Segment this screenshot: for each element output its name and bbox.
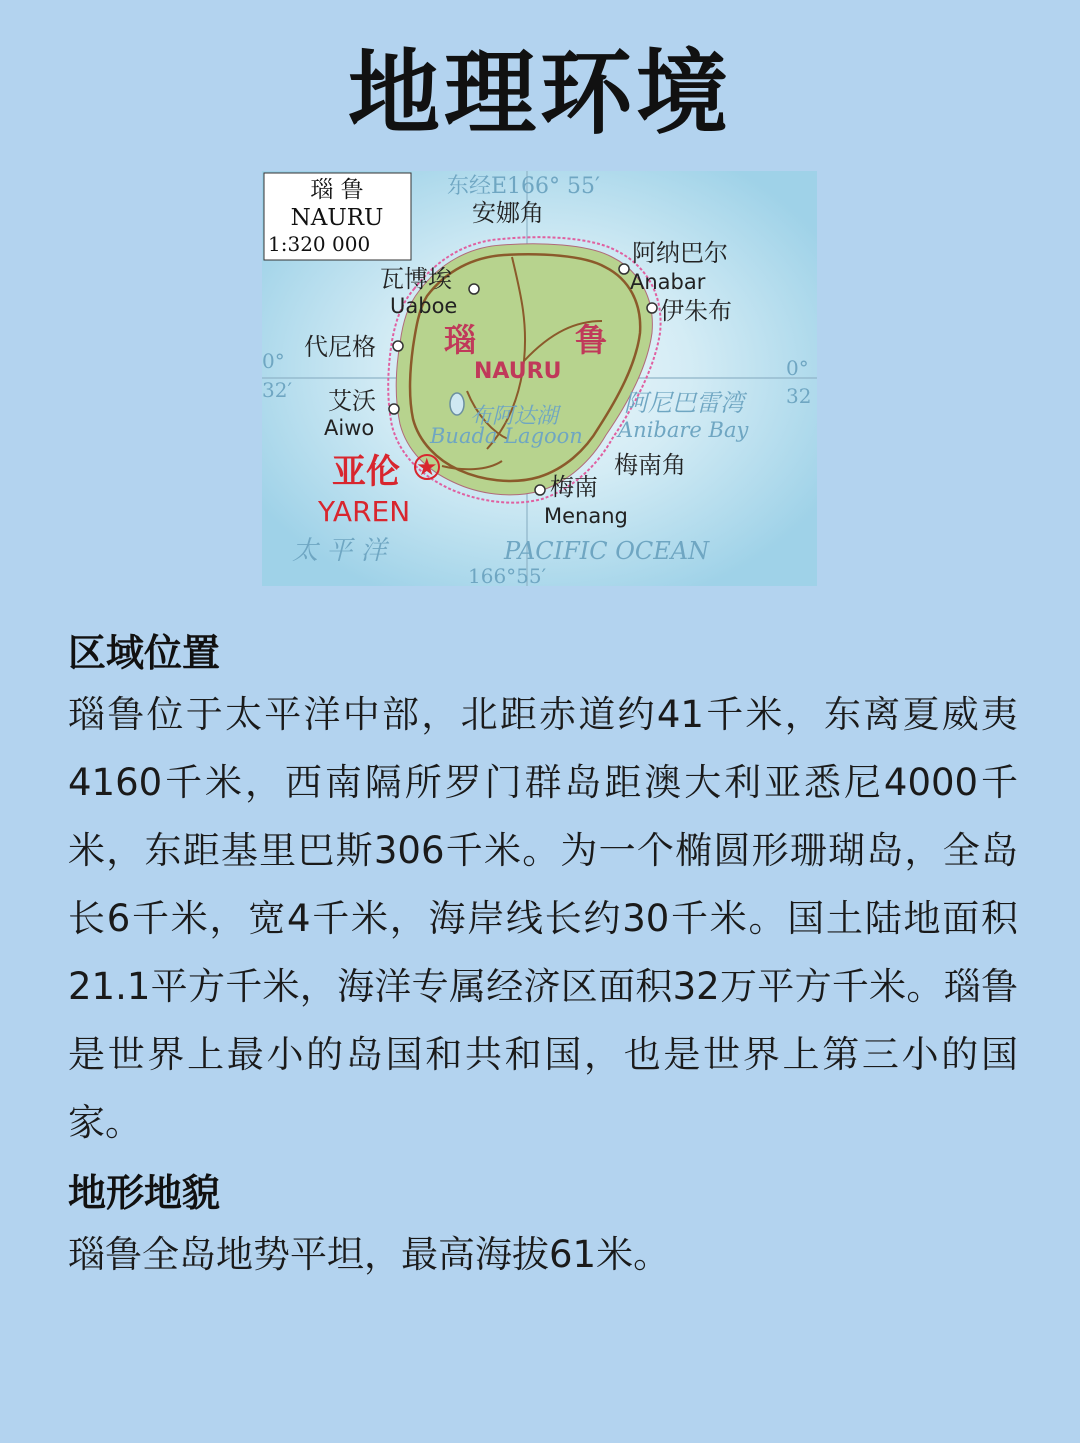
anabar-marker — [619, 264, 629, 274]
lat-left-bottom: 32′ — [262, 378, 292, 402]
meneng-label-cn: 梅南 — [550, 473, 598, 501]
country-label-cn-1: 瑙 — [444, 321, 477, 359]
capital-marker: ★ — [416, 453, 438, 481]
meneng-point-label: 梅南角 — [614, 451, 686, 479]
section-text-location: 瑙鲁位于太平洋中部，北距赤道约41千米，东离夏威夷4160千米，西南隔所罗门群岛距澳大利亚悉尼4000千米，东距基里巴斯306千米。为一个椭圆形珊瑚岛，全岛长6千米，宽4千米，海岸线长约30千米。国土陆地面积21.1平方千米，海洋专属经济区面积32万平方千米。瑙鲁是世界上最小的岛国和共和国，也是世界上第三小的国家。 — [68, 693, 1018, 1144]
denigomodu-marker — [393, 341, 403, 351]
lagoon-label-cn: 布阿达湖 — [470, 404, 559, 429]
meneng-label-en: Menang — [544, 504, 628, 528]
section-text-terrain: 瑙鲁全岛地势平坦，最高海拔61米。 — [68, 1233, 671, 1276]
country-label-en: NAURU — [474, 359, 562, 384]
ocean-label-cn: 太 平 洋 — [292, 536, 387, 566]
legend-scale: 1:320 000 — [268, 232, 371, 256]
lagoon-label-en: Buada Lagoon — [430, 424, 583, 448]
lat-left-top: 0° — [262, 349, 285, 373]
anabar-label-cn: 阿纳巴尔 — [632, 239, 728, 267]
anabar-label-en: Anabar — [630, 270, 706, 294]
aiwo-label-cn: 艾沃 — [328, 387, 376, 415]
meridian-bottom-label: 166°55′ — [468, 564, 547, 586]
ijuw-marker — [647, 303, 657, 313]
aiwo-label-en: Aiwo — [324, 416, 375, 440]
meridian-top-label: 东经E166° 55′ — [447, 174, 601, 199]
lat-right-bottom: 32 — [786, 384, 812, 408]
legend-name-en: NAURU — [290, 205, 384, 231]
page-title: 地理环境 — [347, 40, 732, 147]
yaren-label-en: YAREN — [318, 495, 411, 528]
ijuw-label: 伊朱布 — [660, 297, 732, 325]
anna-point-label: 安娜角 — [472, 199, 544, 227]
yaren-label-cn: 亚伦 — [332, 452, 400, 492]
legend-name-cn: 瑙 鲁 — [310, 177, 364, 203]
section-heading-location: 区域位置 — [68, 631, 221, 675]
lat-right-top: 0° — [786, 356, 809, 380]
content-body — [68, 625, 1018, 1289]
meneng-marker — [535, 485, 545, 495]
aiwo-marker — [389, 404, 399, 414]
uaboe-label-en: Uaboe — [390, 294, 458, 318]
denigomodu-label: 代尼格 — [304, 333, 376, 361]
buada-lagoon — [450, 393, 464, 415]
anibare-label-cn: 阿尼巴雷湾 — [624, 389, 744, 417]
country-label-cn-2: 鲁 — [575, 321, 608, 359]
uaboe-label-cn: 瓦博埃 — [380, 265, 452, 293]
uaboe-marker — [469, 284, 479, 294]
section-heading-terrain: 地形地貌 — [68, 1171, 221, 1215]
nauru-map — [262, 171, 817, 586]
ocean-label-en: PACIFIC OCEAN — [504, 537, 710, 565]
anibare-label-en: Anibare Bay — [618, 418, 749, 442]
